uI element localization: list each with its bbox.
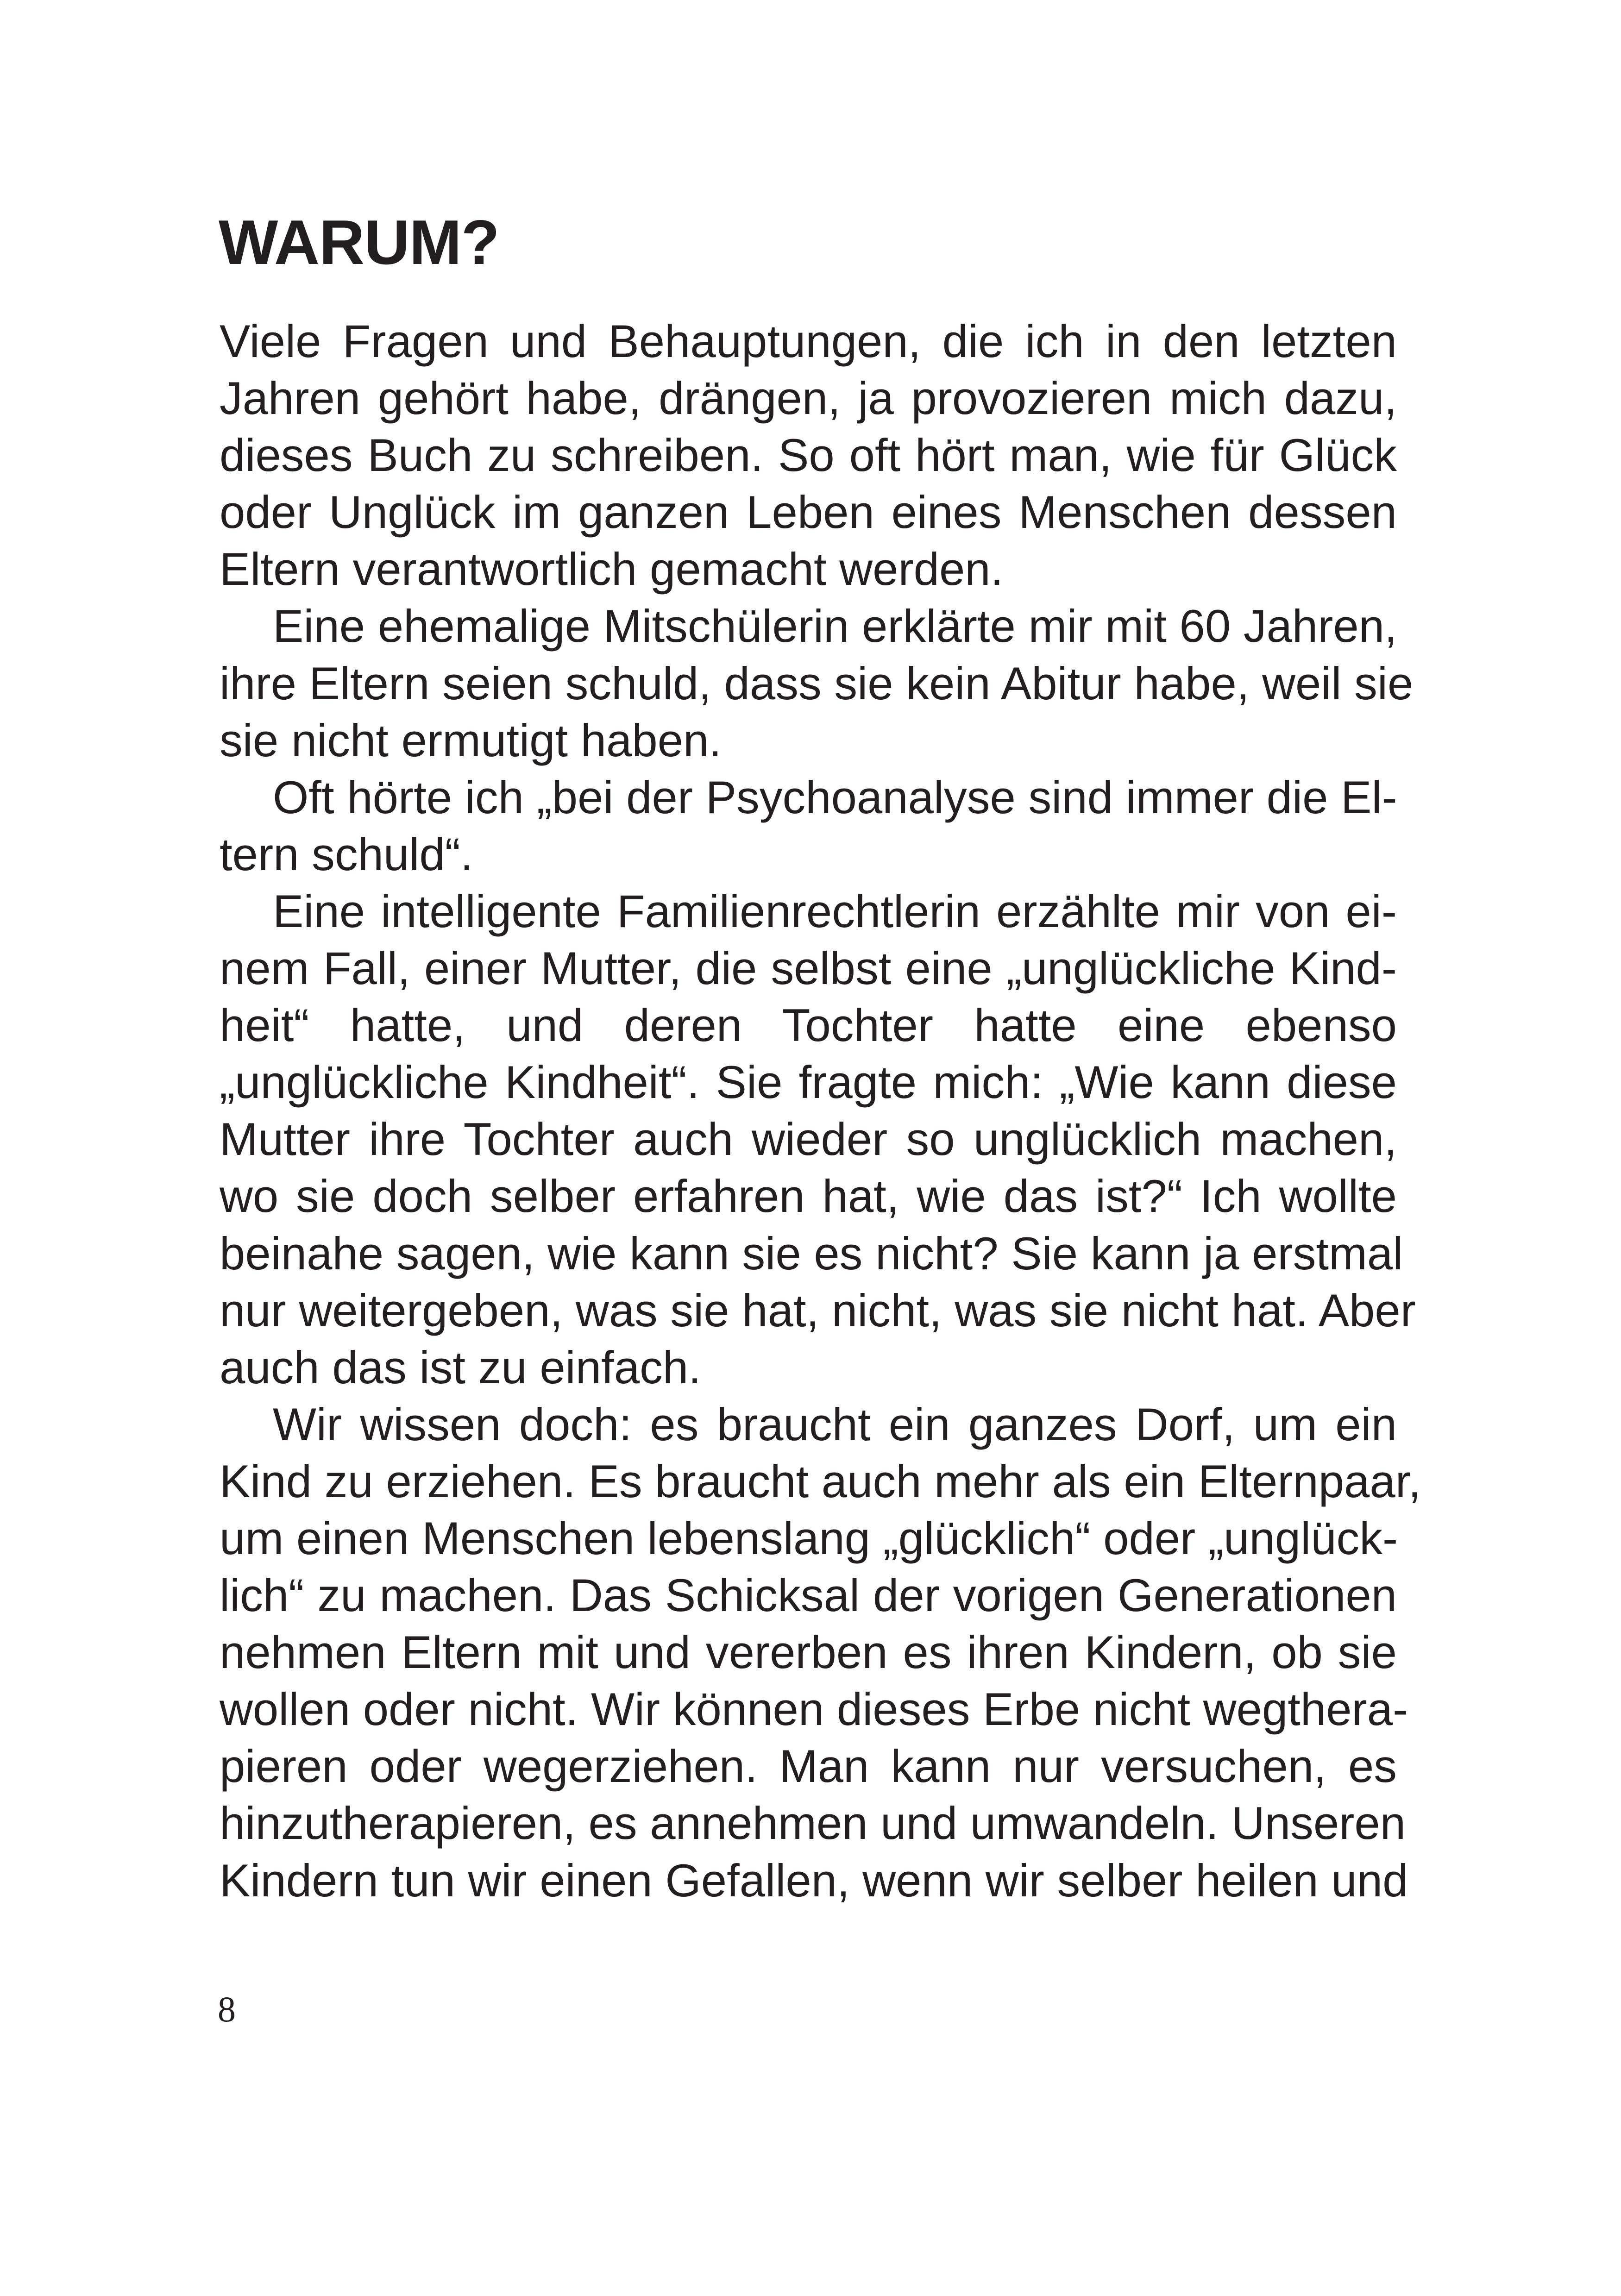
text-line: sie nicht ermutigt haben. bbox=[220, 715, 722, 766]
text-line: nur weitergeben, was sie hat, nicht, was sie nicht hat. Aber bbox=[220, 1285, 1416, 1336]
body-text bbox=[220, 313, 1421, 1909]
text-line: Wir wissen doch: es braucht ein ganzes Dorf, um ein bbox=[273, 1399, 1397, 1450]
text-line: Eltern verantwortlich gemacht werden. bbox=[220, 544, 1004, 596]
text-line: heit“ hatte, und deren Tochter hatte eine ebenso bbox=[220, 1000, 1397, 1052]
text-line: tern schuld“. bbox=[220, 828, 473, 880]
text-line: lich“ zu machen. Das Schicksal der vorigen Generationen bbox=[220, 1570, 1397, 1622]
text-line: Viele Fragen und Behauptungen, die ich in den letzten bbox=[220, 316, 1397, 367]
chapter-heading: WARUM? bbox=[219, 207, 499, 277]
text-line: wo sie doch selber erfahren hat, wie das ist?“ Ich wollte bbox=[220, 1171, 1397, 1223]
text-line: „unglückliche Kindheit“. Sie fragte mich: „Wie kann diese bbox=[220, 1057, 1397, 1109]
text-line: oder Unglück im ganzen Leben eines Menschen dessen bbox=[220, 487, 1397, 539]
text-line: Eine intelligente Familienrechtlerin erzählte mir von ei- bbox=[273, 885, 1397, 937]
text-line: pieren oder wegerziehen. Man kann nur versuchen, es bbox=[220, 1741, 1397, 1793]
text-line: Kindern tun wir einen Gefallen, wenn wir selber heilen und bbox=[220, 1855, 1408, 1907]
text-line: Jahren gehört habe, drängen, ja provozieren mich dazu, bbox=[220, 373, 1397, 425]
text-line: wollen oder nicht. Wir können dieses Erbe nicht wegthera- bbox=[220, 1684, 1408, 1736]
text-line: auch das ist zu einfach. bbox=[220, 1342, 701, 1393]
text-line: ihre Eltern seien schuld, dass sie kein Abitur habe, weil sie bbox=[220, 658, 1414, 709]
text-line: Eine ehemalige Mitschülerin erklärte mir mit 60 Jahren, bbox=[273, 601, 1397, 652]
text-line: Mutter ihre Tochter auch wieder so unglücklich machen, bbox=[220, 1114, 1397, 1166]
text-line: beinahe sagen, wie kann sie es nicht? Sie kann ja erstmal bbox=[220, 1228, 1403, 1280]
page-number: 8 bbox=[218, 1989, 236, 2029]
text-line: dieses Buch zu schreiben. So oft hört man, wie für Glück bbox=[220, 430, 1397, 482]
text-line: Kind zu erziehen. Es braucht auch mehr als ein Elternpaar, bbox=[220, 1455, 1421, 1507]
text-line: nehmen Eltern mit und vererben es ihren Kindern, ob sie bbox=[220, 1627, 1397, 1679]
text-line: um einen Menschen lebenslang „glücklich“ oder „unglück- bbox=[220, 1512, 1398, 1564]
text-line: hinzutherapieren, es annehmen und umwandeln. Unseren bbox=[220, 1798, 1406, 1850]
text-line: nem Fall, einer Mutter, die selbst eine „unglückliche Kind- bbox=[220, 943, 1397, 995]
text-line: Oft hörte ich „bei der Psychoanalyse sind immer die El- bbox=[273, 772, 1397, 823]
